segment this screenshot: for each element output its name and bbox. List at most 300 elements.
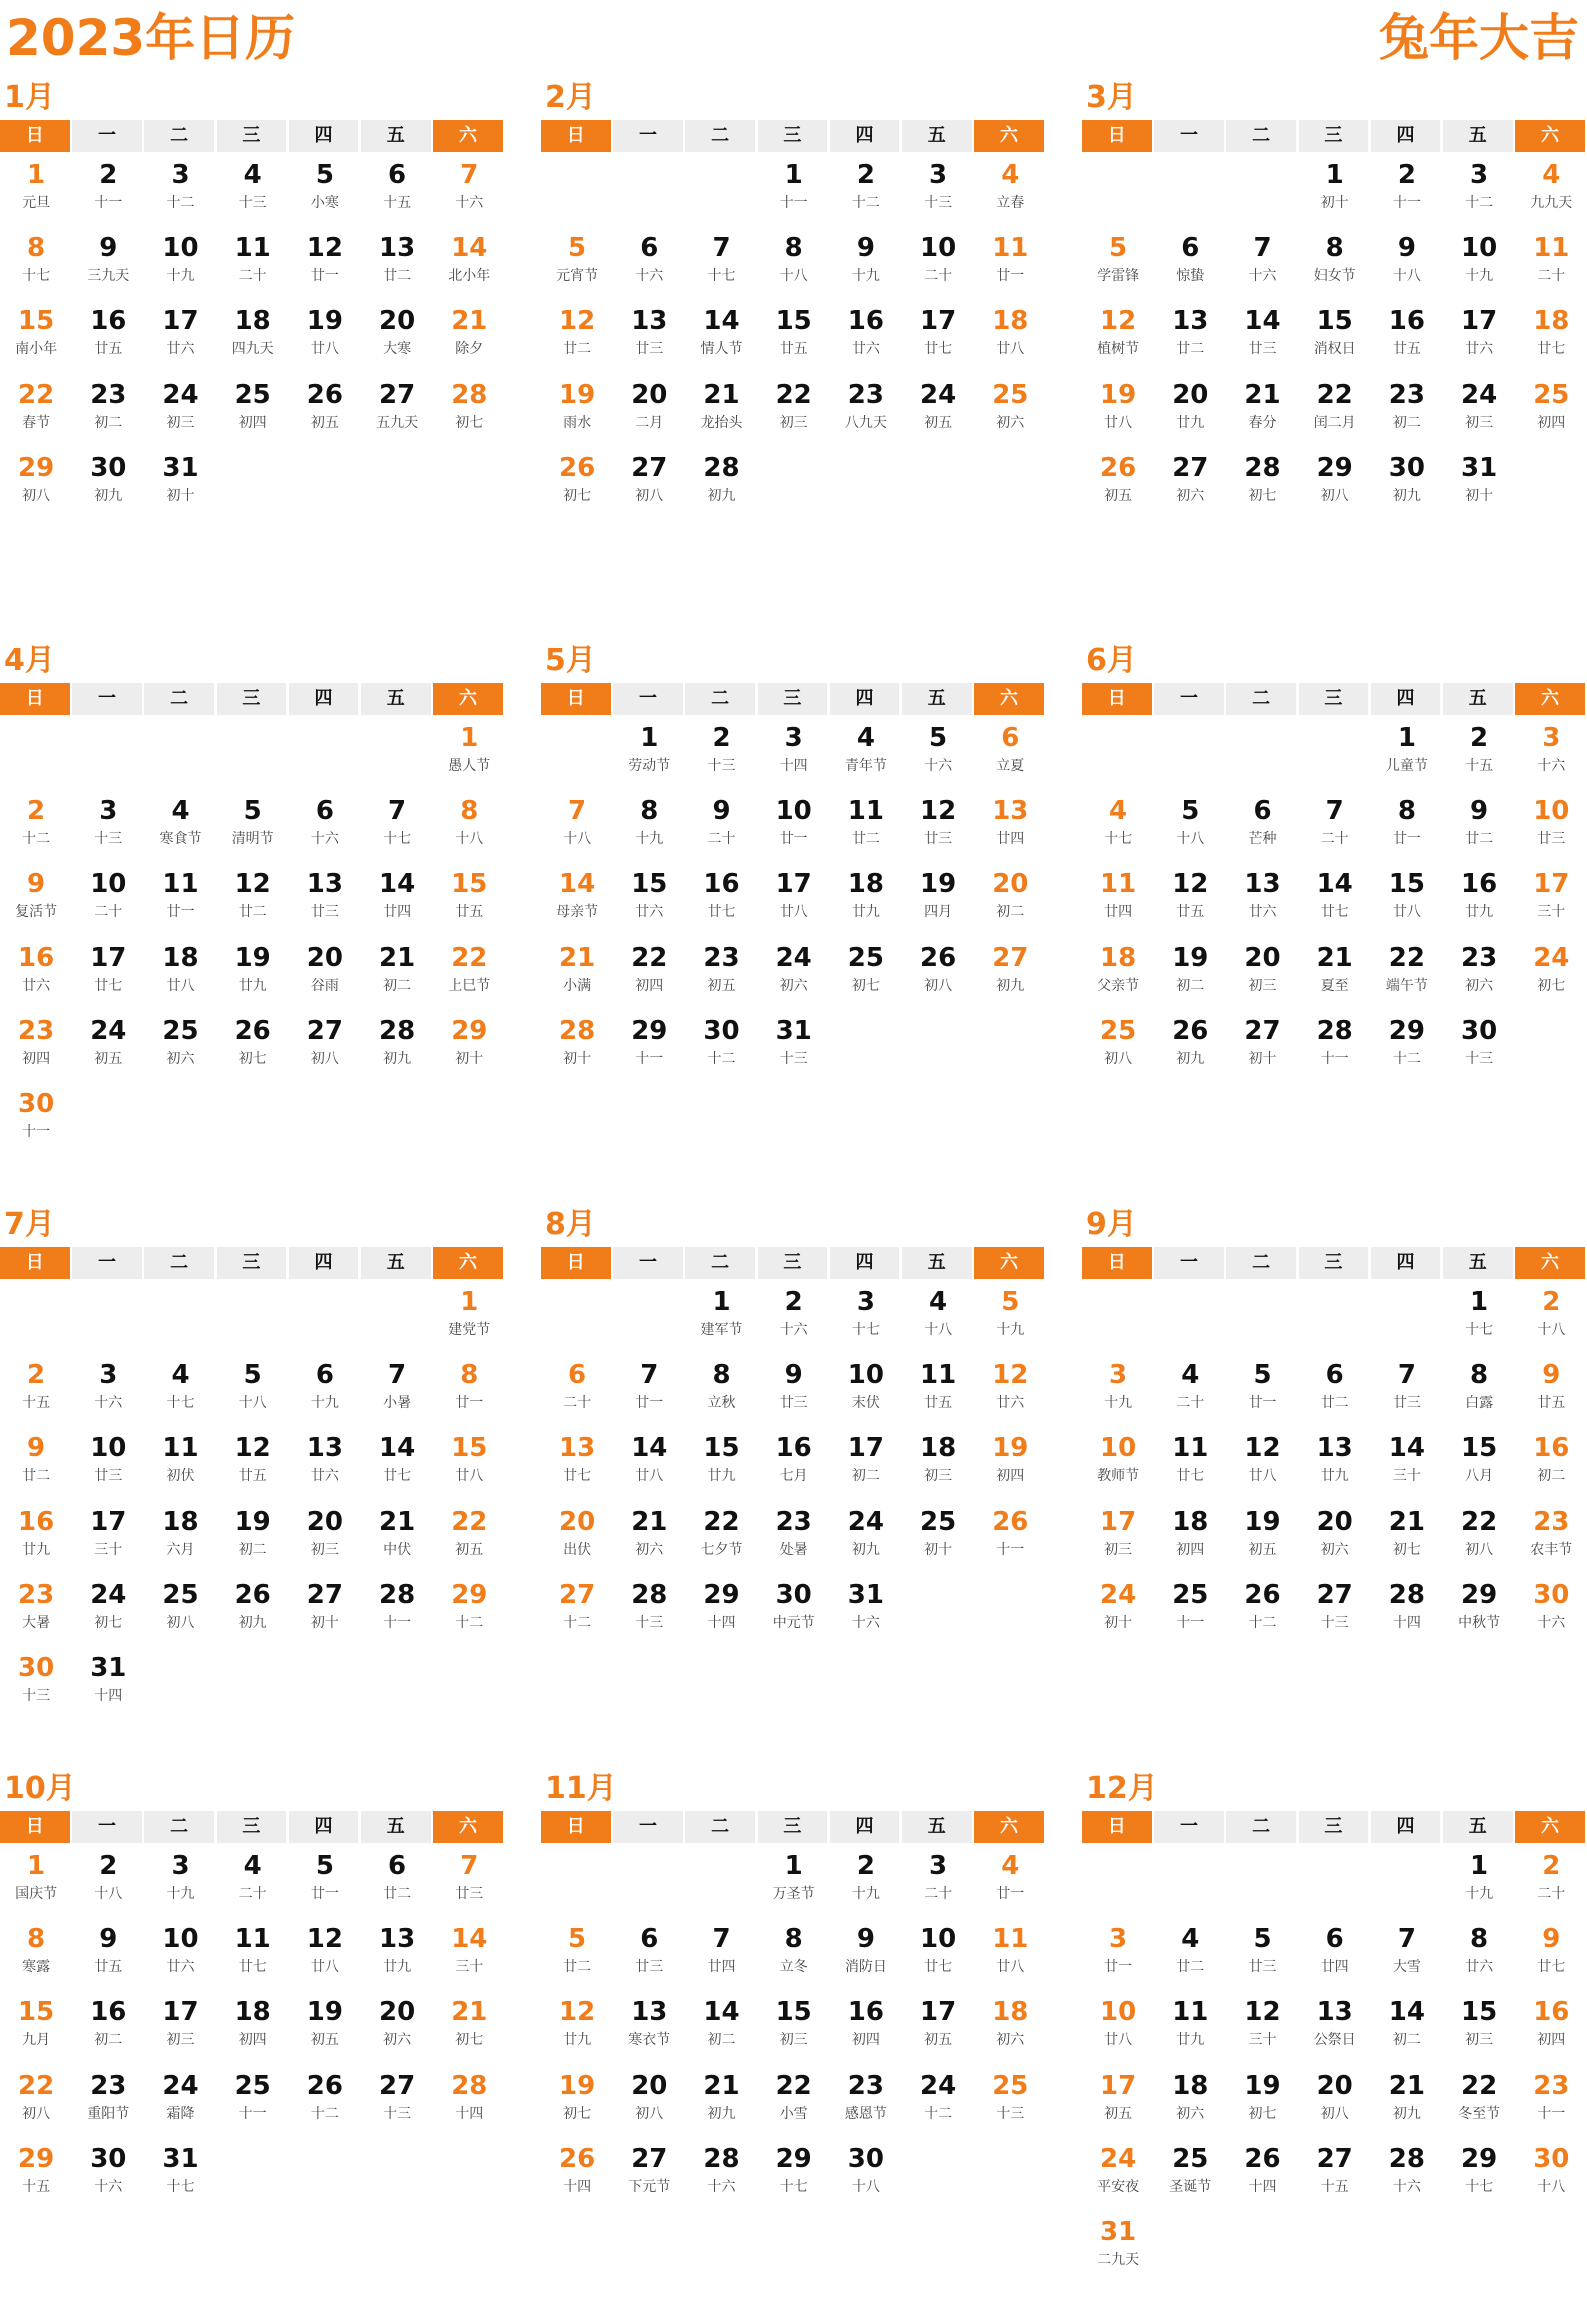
day-cell	[144, 225, 216, 298]
day-cell	[1154, 298, 1226, 371]
day-number: 18	[162, 1506, 199, 1537]
day-number: 14	[1388, 1433, 1425, 1464]
lunar-date: 六月	[166, 1541, 195, 1558]
day-cell	[1371, 445, 1443, 518]
day-cell	[902, 715, 974, 788]
day-number: 30	[18, 1653, 55, 1683]
day-cell	[0, 372, 72, 445]
day-cell	[289, 372, 361, 445]
month-title: 3月	[1086, 80, 1137, 115]
day-number: 4	[1001, 160, 1020, 190]
day-cell	[613, 1572, 685, 1645]
day-number: 25	[992, 379, 1029, 410]
day-cell	[1226, 372, 1298, 445]
day-number: 17	[90, 942, 127, 973]
day-cell	[613, 225, 685, 298]
day-cell	[361, 1843, 433, 1916]
day-number: 28	[559, 1015, 596, 1046]
day-cell	[541, 1572, 613, 1645]
lunar-date: 十二	[310, 2105, 339, 2122]
lunar-date: 廿五	[924, 1395, 953, 1412]
lunar-date: 十七	[383, 831, 412, 848]
day-number: 6	[388, 160, 407, 190]
lunar-date: 廿一	[1248, 1395, 1277, 1412]
lunar-date: 初四	[1537, 2032, 1566, 2049]
day-cell	[830, 1425, 902, 1498]
day-cell	[72, 1843, 144, 1916]
day-number: 20	[559, 1506, 596, 1537]
day-cell	[1443, 715, 1515, 788]
day-number: 4	[1181, 1360, 1200, 1391]
day-number: 29	[703, 1579, 740, 1610]
lunar-date: 廿七	[1537, 341, 1566, 358]
day-cell	[830, 1499, 902, 1572]
lunar-date: 农丰节	[1530, 1541, 1573, 1558]
weekday-header	[0, 683, 505, 715]
day-number: 17	[847, 1433, 884, 1464]
weekday-header	[1082, 1247, 1587, 1279]
day-cell	[974, 861, 1046, 934]
lunar-date: 三十	[1392, 1468, 1421, 1485]
day-number: 22	[451, 942, 488, 973]
day-number: 14	[1244, 306, 1281, 337]
day-cell	[758, 152, 830, 225]
lunar-date: 十八	[779, 268, 808, 285]
lunar-date: 初四	[1176, 1541, 1205, 1558]
day-number: 12	[559, 306, 596, 337]
lunar-date: 十七	[707, 268, 736, 285]
day-number: 7	[712, 233, 731, 264]
lunar-date: 小寒	[310, 195, 339, 211]
lunar-date: 廿三	[94, 1468, 123, 1485]
day-number: 28	[451, 2070, 488, 2101]
day-number: 19	[1172, 942, 1209, 973]
lunar-date: 廿七	[94, 977, 123, 994]
lunar-date: 十六	[1392, 2178, 1421, 2195]
day-cell	[433, 861, 505, 934]
day-cell	[144, 861, 216, 934]
lunar-date: 初十	[1104, 1614, 1133, 1631]
weekday-label: 二	[685, 683, 755, 715]
day-cell	[433, 1008, 505, 1081]
day-number: 9	[1397, 233, 1416, 264]
weekday-label: 五	[902, 120, 972, 152]
day-number: 6	[1325, 1924, 1344, 1955]
day-number: 23	[1533, 2070, 1570, 2101]
lunar-date: 十六	[779, 1322, 808, 1338]
day-number: 5	[1253, 1360, 1272, 1391]
day-cell	[361, 935, 433, 1008]
day-cell	[830, 788, 902, 861]
day-number: 22	[1461, 1506, 1498, 1537]
lunar-date: 初三	[1248, 977, 1277, 994]
lunar-date: 廿六	[166, 341, 195, 358]
day-cell	[830, 225, 902, 298]
day-cell	[1371, 1352, 1443, 1425]
lunar-date: 二月	[635, 414, 664, 431]
day-number: 12	[920, 796, 957, 827]
lunar-date: 初十	[1320, 195, 1349, 211]
day-cell	[0, 152, 72, 225]
day-number: 8	[784, 233, 803, 264]
lunar-date: 廿三	[1392, 1395, 1421, 1412]
day-number: 28	[1388, 2143, 1425, 2174]
day-number: 4	[856, 723, 875, 753]
day-cell	[433, 935, 505, 1008]
lunar-date: 平安夜	[1097, 2178, 1140, 2195]
lunar-date: 十三	[924, 195, 953, 211]
day-number: 13	[631, 1997, 668, 2028]
day-cell	[830, 372, 902, 445]
lunar-date: 中秋节	[1458, 1614, 1501, 1631]
day-cell	[289, 152, 361, 225]
weekday-label: 三	[758, 683, 828, 715]
day-cell	[902, 2063, 974, 2136]
day-number: 10	[1100, 1997, 1137, 2028]
day-number: 9	[1542, 1924, 1561, 1955]
day-number: 29	[1461, 1579, 1498, 1610]
day-number: 26	[306, 379, 343, 410]
day-number: 15	[775, 1997, 812, 2028]
lunar-date: 十六	[94, 1395, 123, 1412]
lunar-date: 二九天	[1097, 2252, 1140, 2268]
day-number: 27	[1172, 452, 1209, 483]
lunar-date: 十四	[455, 2105, 484, 2122]
day-number: 16	[847, 1997, 884, 2028]
lunar-date: 端午节	[1385, 977, 1428, 994]
lunar-date: 初十	[455, 1050, 484, 1067]
day-cell	[289, 1916, 361, 1989]
day-number: 17	[920, 306, 957, 337]
month-title: 10月	[4, 1771, 76, 1806]
lunar-date: 冬至节	[1458, 2105, 1501, 2122]
day-cell	[1299, 1352, 1371, 1425]
day-number: 25	[847, 942, 884, 973]
lunar-date: 初七	[1248, 2105, 1277, 2122]
day-cell	[72, 445, 144, 518]
day-number: 14	[559, 869, 596, 900]
day-cell	[613, 1499, 685, 1572]
lunar-date: 廿八	[1104, 2032, 1133, 2049]
day-number: 14	[451, 1924, 488, 1955]
day-cell	[1515, 1499, 1587, 1572]
day-cell	[72, 788, 144, 861]
day-cell	[1443, 1352, 1515, 1425]
weekday-label: 三	[217, 1811, 287, 1843]
lunar-date: 十七	[166, 1395, 195, 1412]
lunar-date: 十一	[1320, 1050, 1349, 1067]
day-number: 7	[640, 1360, 659, 1391]
weekday-label: 一	[72, 683, 142, 715]
day-cell	[217, 788, 289, 861]
lunar-date: 立春	[996, 195, 1025, 211]
day-cell	[144, 445, 216, 518]
lunar-date: 十四	[1248, 2178, 1277, 2195]
day-number: 3	[171, 160, 190, 190]
month-title: 5月	[545, 643, 596, 678]
day-cell	[1299, 1572, 1371, 1645]
day-cell	[685, 2063, 757, 2136]
day-cell	[0, 788, 72, 861]
lunar-date: 初六	[1176, 2105, 1205, 2122]
day-number: 18	[920, 1433, 957, 1464]
day-cell	[758, 1572, 830, 1645]
lunar-date: 初二	[851, 1468, 880, 1485]
day-cell	[541, 1989, 613, 2062]
weekday-label: 五	[902, 1811, 972, 1843]
lunar-date: 十九	[1465, 268, 1494, 285]
day-number: 8	[460, 796, 479, 827]
day-cell	[974, 1352, 1046, 1425]
weekday-label: 六	[433, 683, 503, 715]
lunar-date: 二十	[238, 1886, 267, 1902]
weekday-label: 日	[541, 1247, 611, 1279]
day-number: 12	[559, 1997, 596, 2028]
day-cell	[902, 788, 974, 861]
lunar-date: 廿八	[779, 904, 808, 921]
day-cell	[1082, 1425, 1154, 1498]
day-number: 1	[1397, 723, 1416, 753]
lunar-date: 十一	[94, 195, 123, 211]
day-number: 27	[631, 2143, 668, 2174]
day-cell	[902, 861, 974, 934]
day-cell	[1082, 445, 1154, 518]
lunar-date: 廿七	[1320, 904, 1349, 921]
lunar-date: 廿二	[238, 904, 267, 921]
weekday-header	[0, 120, 505, 152]
day-number: 22	[631, 942, 668, 973]
day-cell	[685, 1279, 757, 1352]
day-cell	[1154, 1499, 1226, 1572]
day-number: 23	[1533, 1506, 1570, 1537]
page-slogan: 兔年大吉	[1379, 9, 1579, 67]
lunar-date: 十五	[383, 195, 412, 211]
lunar-date: 父亲节	[1097, 977, 1140, 994]
day-cell	[1082, 935, 1154, 1008]
lunar-date: 十八	[455, 831, 484, 848]
lunar-date: 初九	[94, 487, 123, 504]
lunar-date: 初二	[1176, 977, 1205, 994]
day-number: 16	[1533, 1433, 1570, 1464]
day-number: 26	[1172, 1015, 1209, 1046]
day-number: 8	[784, 1924, 803, 1955]
day-cell	[1515, 1572, 1587, 1645]
day-cell	[217, 225, 289, 298]
day-cell	[902, 225, 974, 298]
lunar-date: 十三	[779, 1050, 808, 1067]
weekday-label: 三	[758, 1247, 828, 1279]
lunar-date: 廿九	[383, 1959, 412, 1976]
day-number: 28	[451, 379, 488, 410]
day-cell	[1226, 1425, 1298, 1498]
day-number: 19	[234, 942, 271, 973]
day-number: 10	[847, 1360, 884, 1391]
lunar-date: 十一	[383, 1614, 412, 1631]
day-cell	[1371, 1008, 1443, 1081]
day-cell	[433, 788, 505, 861]
lunar-date: 初七	[1537, 977, 1566, 994]
weekday-label: 五	[361, 1811, 431, 1843]
day-number: 16	[90, 1997, 127, 2028]
weekday-label: 日	[541, 120, 611, 152]
day-cell	[289, 298, 361, 371]
lunar-date: 小满	[563, 977, 592, 994]
day-number: 9	[1542, 1360, 1561, 1391]
day-cell	[1443, 1425, 1515, 1498]
lunar-date: 初三	[1104, 1541, 1133, 1558]
lunar-date: 十七	[166, 2178, 195, 2195]
lunar-date: 十九	[166, 268, 195, 285]
lunar-date: 建军节	[700, 1322, 743, 1338]
day-number: 1	[1325, 160, 1344, 190]
lunar-date: 廿二	[563, 1959, 592, 1976]
month-block	[1082, 1197, 1587, 1737]
day-number: 15	[631, 869, 668, 900]
day-number: 15	[1461, 1433, 1498, 1464]
day-number: 17	[1100, 2070, 1137, 2101]
day-cell	[1226, 1352, 1298, 1425]
lunar-date: 廿九	[851, 904, 880, 921]
lunar-date: 十二	[1392, 1050, 1421, 1067]
day-number: 15	[1461, 1997, 1498, 2028]
lunar-date: 初六	[1176, 487, 1205, 504]
day-cell	[217, 1008, 289, 1081]
lunar-date: 初八	[635, 2105, 664, 2122]
day-number: 9	[856, 1924, 875, 1955]
lunar-date: 元旦	[22, 195, 51, 211]
lunar-date: 初六	[1320, 1541, 1349, 1558]
day-cell	[541, 372, 613, 445]
day-number: 20	[1172, 379, 1209, 410]
lunar-date: 四九天	[231, 341, 274, 358]
lunar-date: 廿九	[1176, 414, 1205, 431]
lunar-date: 初四	[238, 2032, 267, 2049]
weekday-label: 五	[902, 1247, 972, 1279]
day-cell	[361, 1425, 433, 1498]
month-title: 7月	[4, 1207, 55, 1242]
lunar-date: 初九	[707, 487, 736, 504]
lunar-date: 白露	[1465, 1395, 1494, 1412]
weekday-label: 五	[361, 120, 431, 152]
weekday-label: 五	[1443, 1247, 1513, 1279]
day-cell	[613, 1989, 685, 2062]
day-cell	[144, 1843, 216, 1916]
day-number: 6	[1253, 796, 1272, 827]
lunar-date: 初九	[707, 2105, 736, 2122]
day-number: 18	[847, 869, 884, 900]
day-number: 1	[712, 1287, 731, 1317]
lunar-date: 三十	[1248, 2032, 1277, 2049]
day-cell	[902, 152, 974, 225]
lunar-date: 廿六	[166, 1959, 195, 1976]
day-cell	[1226, 1008, 1298, 1081]
lunar-date: 初三	[310, 1541, 339, 1558]
lunar-date: 夏至	[1320, 977, 1349, 994]
day-number: 3	[1470, 160, 1489, 190]
lunar-date: 廿八	[166, 977, 195, 994]
lunar-date: 初四	[1537, 414, 1566, 431]
day-number: 10	[90, 869, 127, 900]
day-cell	[902, 298, 974, 371]
day-cell	[0, 935, 72, 1008]
day-number: 21	[451, 1997, 488, 2028]
day-cell	[758, 715, 830, 788]
lunar-date: 初六	[996, 2032, 1025, 2049]
day-number: 9	[712, 796, 731, 827]
day-cell	[0, 225, 72, 298]
lunar-date: 寒露	[22, 1959, 51, 1976]
weekday-header	[0, 1811, 505, 1843]
lunar-date: 二十	[1320, 831, 1349, 848]
day-cell	[1371, 1572, 1443, 1645]
day-number: 26	[559, 2143, 596, 2174]
day-cell	[902, 1279, 974, 1352]
day-cell	[1443, 1499, 1515, 1572]
day-number: 24	[920, 2070, 957, 2101]
day-number: 29	[631, 1015, 668, 1046]
day-number: 6	[1181, 233, 1200, 264]
day-number: 2	[1397, 160, 1416, 190]
lunar-date: 初七	[238, 1050, 267, 1067]
day-cell	[830, 861, 902, 934]
day-number: 16	[775, 1433, 812, 1464]
lunar-date: 廿六	[996, 1395, 1025, 1412]
lunar-date: 廿七	[1176, 1468, 1205, 1485]
day-cell	[758, 298, 830, 371]
day-cell	[541, 1916, 613, 1989]
lunar-date: 初九	[383, 1050, 412, 1067]
day-cell	[1443, 788, 1515, 861]
lunar-date: 初七	[455, 2032, 484, 2049]
lunar-date: 初六	[383, 2032, 412, 2049]
lunar-date: 春分	[1248, 414, 1277, 431]
day-cell	[1082, 1916, 1154, 1989]
lunar-date: 初九	[1176, 1050, 1205, 1067]
day-number: 4	[171, 796, 190, 827]
day-number: 12	[234, 869, 271, 900]
day-cell	[758, 372, 830, 445]
lunar-date: 十六	[707, 2178, 736, 2195]
day-cell	[144, 2063, 216, 2136]
day-cell	[1082, 1352, 1154, 1425]
day-number: 15	[775, 306, 812, 337]
day-cell	[613, 1916, 685, 1989]
lunar-date: 初三	[924, 1468, 953, 1485]
day-cell	[433, 1916, 505, 1989]
day-cell	[217, 861, 289, 934]
weekday-label: 一	[72, 120, 142, 152]
day-number: 3	[1109, 1924, 1128, 1955]
day-number: 29	[1316, 452, 1353, 483]
lunar-date: 二十	[563, 1395, 592, 1412]
day-number: 10	[920, 233, 957, 264]
weekday-label: 四	[1371, 120, 1441, 152]
day-number: 19	[559, 2070, 596, 2101]
day-cell	[974, 788, 1046, 861]
lunar-date: 三十	[455, 1959, 484, 1976]
month-block	[1082, 633, 1587, 1173]
lunar-date: 廿三	[1248, 1959, 1277, 1976]
weekday-label: 一	[1154, 120, 1224, 152]
lunar-date: 廿三	[635, 1959, 664, 1976]
lunar-date: 八九天	[844, 414, 887, 431]
lunar-date: 廿九	[707, 1468, 736, 1485]
month-block	[541, 1761, 1046, 2301]
lunar-date: 廿八	[310, 341, 339, 358]
day-cell	[1443, 298, 1515, 371]
day-cell	[1154, 788, 1226, 861]
lunar-date: 十九	[310, 1395, 339, 1412]
